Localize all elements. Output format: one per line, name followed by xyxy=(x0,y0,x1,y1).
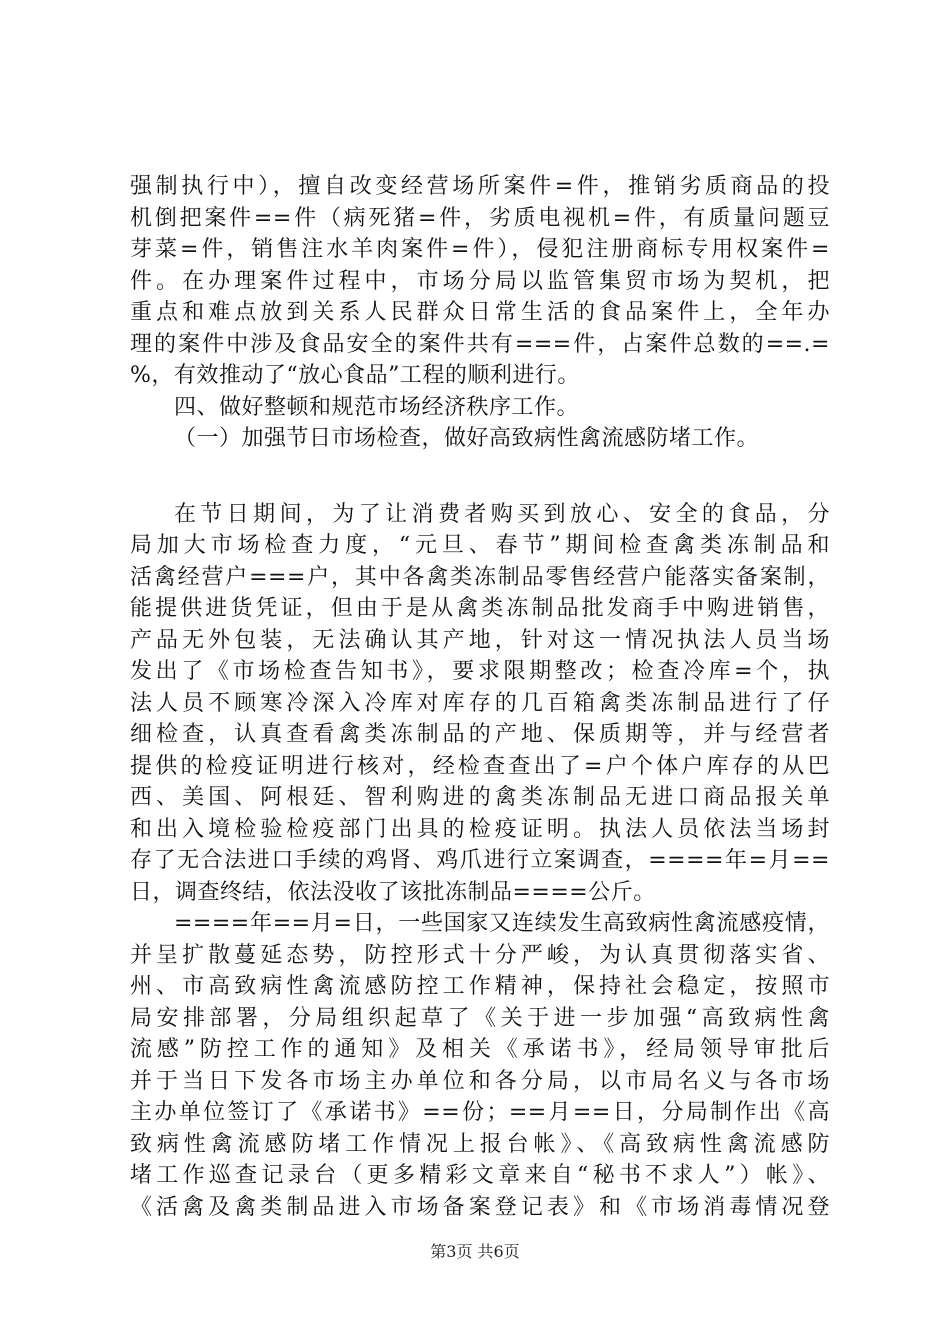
text-line: %，有效推动了“放心食品”工程的顺利进行。 xyxy=(130,363,580,388)
heading-line: （一）加强节日市场检查，做好高致病性禽流感防堵工作。 xyxy=(174,426,760,451)
text-line: 《活禽及禽类制品进入市场备案登记表》和《市场消毒情况登 xyxy=(130,1194,830,1220)
text-line: 州、市高致病性禽流感防控工作精神，保持社会稳定，按照市 xyxy=(130,974,830,999)
text-line: 和出入境检验检疫部门出具的检疫证明。执法人员依法当场封 xyxy=(130,816,830,842)
text-line: 活禽经营户===户，其中各禽类冻制品零售经营户能落实备案制， xyxy=(130,564,830,590)
paragraph-case-statistics xyxy=(130,171,830,392)
text-line: 局安排部署，分局组织起草了《关于进一步加强“高致病性禽 xyxy=(130,1005,830,1031)
paragraph-avian-flu-prevention xyxy=(130,908,830,1223)
text-line: 局加大市场检查力度，“元旦、春节”期间检查禽类冻制品和 xyxy=(130,533,830,558)
text-line: 日，调查终结，依法没收了该批冻制品====公斤。 xyxy=(130,879,656,905)
section-heading xyxy=(130,392,830,424)
text-line: 并呈扩散蔓延态势，防控形式十分严峻，为认真贯彻落实省、 xyxy=(130,942,830,968)
text-line: 强制执行中），擅自改变经营场所案件=件，推销劣质商品的投 xyxy=(130,174,830,199)
text-line: 西、美国、阿根廷、智利购进的禽类冻制品无进口商品报关单 xyxy=(130,785,830,810)
text-line: 理的案件中涉及食品安全的案件共有===件，占案件总数的==.= xyxy=(130,331,830,357)
text-line: 提供的检疫证明进行核对，经检查查出了=户个体户库存的从巴 xyxy=(130,753,830,779)
text-line: 存了无合法进口手续的鸡肾、鸡爪进行立案调查，====年=月== xyxy=(130,848,830,873)
text-line: 机倒把案件==件（病死猪=件，劣质电视机=件，有质量问题豆 xyxy=(130,205,830,231)
subsection-heading xyxy=(130,423,830,455)
text-line: 产品无外包装，无法确认其产地，针对这一情况执法人员当场 xyxy=(130,627,830,653)
text-line: 法人员不顾寒冷深入冷库对库存的几百箱禽类冻制品进行了仔 xyxy=(130,690,830,716)
page-number-footer: 第3页 共6页 xyxy=(430,1242,520,1261)
text-line: 能提供进货凭证，但由于是从禽类冻制品批发商手中购进销售， xyxy=(130,596,830,621)
text-line: 在节日期间，为了让消费者购买到放心、安全的食品，分 xyxy=(174,501,830,527)
document-body xyxy=(130,171,830,1223)
text-line: 主办单位签订了《承诺书》==份；==月==日，分局制作出《高 xyxy=(130,1100,830,1125)
text-line: 流感”防控工作的通知》及相关《承诺书》，经局领导审批后 xyxy=(130,1037,830,1062)
text-line: 堵工作巡查记录台（更多精彩文章来自“秘书不求人”）帐》、 xyxy=(130,1163,830,1188)
text-line: 件。在办理案件过程中，市场分局以监管集贸市场为契机，把 xyxy=(130,268,830,294)
text-line: 致病性禽流感防堵工作情况上报台帐》、《高致病性禽流感防 xyxy=(130,1131,830,1157)
text-line: 细检查，认真查看禽类冻制品的产地、保质期等，并与经营者 xyxy=(130,722,830,747)
text-line: 重点和难点放到关系人民群众日常生活的食品案件上，全年办 xyxy=(130,300,830,325)
heading-line: 四、做好整顿和规范市场经济秩序工作。 xyxy=(174,394,580,420)
text-line: 芽菜=件，销售注水羊肉案件=件），侵犯注册商标专用权案件= xyxy=(130,237,830,262)
paragraph-holiday-inspection xyxy=(130,499,830,909)
text-line: 发出了《市场检查告知书》，要求限期整改；检查冷库=个，执 xyxy=(130,659,830,684)
text-line: 并于当日下发各市场主办单位和各分局，以市局名义与各市场 xyxy=(130,1068,830,1094)
text-line: ====年==月=日，一些国家又连续发生高致病性禽流感疫情， xyxy=(174,911,830,936)
blank-gap xyxy=(130,455,830,499)
